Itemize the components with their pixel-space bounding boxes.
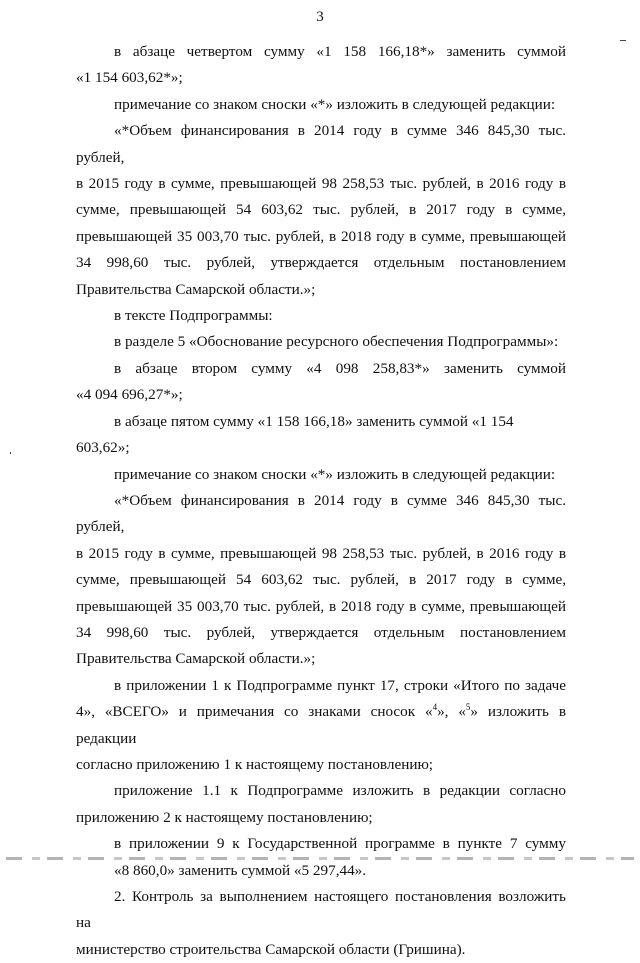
text-line: «*Объем финансирования в 2014 году в сумме 346 845,30 тыс. рублей, [76, 122, 566, 166]
text-line: Правительства Самарской области.»; [76, 650, 316, 668]
text-line: согласно приложению 1 к настоящему постановлению; [76, 755, 434, 773]
text-line: в 2015 году в сумме, превышающей 98 258,53 тыс. рублей, в 2016 году в [76, 175, 566, 193]
text-line: министерство строительства Самарской области (Гришина). [76, 940, 466, 958]
text-line: в абзаце пятом сумму «1 158 166,18» заменить суммой «1 154 603,62»; [76, 412, 514, 457]
text-line: в абзаце четвертом сумму «1 158 166,18*» заменить суммой [114, 43, 566, 60]
scan-mark [10, 452, 11, 454]
text-line: сумме, превышающей 54 603,62 тыс. рублей, в 2017 году в сумме, [76, 201, 566, 219]
text-line: приложение 1.1 к Подпрограмме изложить в редакции согласно [114, 782, 566, 800]
text-line: «4 094 696,27*»; [76, 386, 183, 404]
text-line: в приложении 1 к Подпрограмме пункт 17, строки «Итого по задаче [114, 676, 566, 694]
text-line: в 2015 году в сумме, превышающей 98 258,53 тыс. рублей, в 2016 году в [76, 544, 566, 562]
scan-artifact-line [6, 857, 634, 860]
text-line: в разделе 5 «Обоснование ресурсного обеспечения Подпрограммы»: [114, 333, 559, 351]
text-line: «*Объем финансирования в 2014 году в сумме 346 845,30 тыс. рублей, [76, 491, 566, 536]
text-line: 34 998,60 тыс. рублей, утверждается отдельным постановлением [76, 623, 566, 641]
text-line: «8 860,0» заменить суммой «5 297,44». [114, 861, 367, 879]
text-line: приложению 2 к настоящему постановлению; [76, 808, 373, 826]
text-line: Правительства Самарской области.»; [76, 280, 316, 298]
text-fragment: 4», «ВСЕГО» и примечания со знаками сносок « [76, 703, 433, 721]
scan-mark [620, 40, 626, 41]
text-line: превышающей 35 003,70 тыс. рублей, в 2018 году в сумме, превышающей [76, 597, 566, 615]
text-line: в тексте Подпрограммы: [114, 307, 273, 325]
text-line: «1 154 603,62*»; [76, 69, 183, 87]
text-line: в абзаце втором сумму «4 098 258,83*» заменить суммой [114, 359, 566, 377]
footnote-mark: 4 [432, 702, 438, 713]
text-line: превышающей 35 003,70 тыс. рублей, в 2018 году в сумме, превышающей [76, 227, 566, 245]
text-line: сумме, превышающей 54 603,62 тыс. рублей, в 2017 году в сумме, [76, 571, 566, 589]
document-body [76, 39, 566, 963]
text-fragment: » изложить в редакции [76, 703, 566, 747]
text-line [76, 699, 566, 752]
text-line: примечание со знаком сноски «*» изложить в следующей редакции: [114, 95, 556, 113]
text-line: 2. Контроль за выполнением настоящего постановления возложить на [76, 888, 566, 932]
page-number: 3 [316, 9, 324, 25]
text-fragment: », « [437, 703, 466, 721]
text-line: примечание со знаком сноски «*» изложить в следующей редакции: [114, 465, 556, 483]
text-line: в приложении 9 к Государственной программе в пункте 7 сумму [114, 835, 566, 853]
footnote-mark: 5 [465, 702, 471, 713]
text-line: 34 998,60 тыс. рублей, утверждается отдельным постановлением [76, 254, 566, 272]
